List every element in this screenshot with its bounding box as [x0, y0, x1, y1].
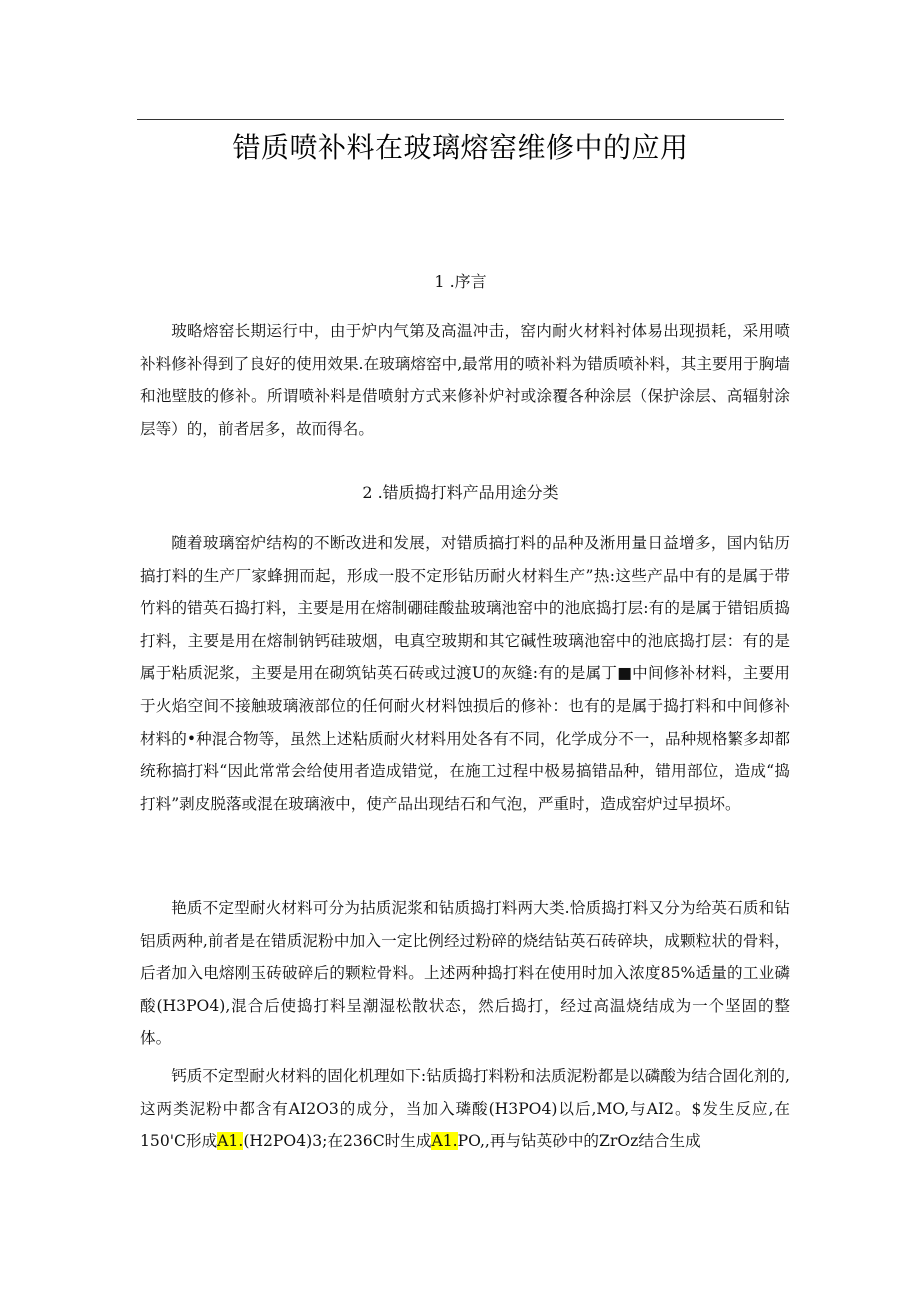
section-heading-preface: 1 .序言 — [434, 272, 487, 291]
mechanism-text-1: 钙质不定型耐火材料的固化机理如下:钻质捣打料粉和法质泥粉都是以磷酸为结合固化剂的,这两类泥粉中都含有AI2O3的成分，当加入璘酸(H3PO4)以后,MO,与AI2。$发生反应,在150'C形成 — [140, 1066, 790, 1151]
section-classification-body-2 — [140, 892, 790, 1158]
document-title: 错质喷补料在玻璃熔窑维修中的应用 — [232, 131, 689, 164]
section-preface-body — [140, 315, 790, 445]
paragraph: 玻略熔窑长期运行中，由于炉内气第及高温冲击，窑内耐火材料衬体易出现损耗，采用喷补料修补得到了良好的使用效果.在玻璃熔窑中,最常用的喷补料为错质喷补料，其主要用于胸墙和池壁肢的修补。所谓喷补料是借喷射方式来修补炉衬或涂覆各种涂层（保护涂层、高辐射涂层等）的，前者居多，故而得名。 — [140, 322, 790, 438]
header-rule — [137, 119, 784, 120]
mechanism-text-3: PO,,再与钻英砂中的ZrOz结合生成 — [457, 1132, 701, 1151]
section-classification-body — [140, 527, 790, 820]
highlighted-text: A1. — [431, 1132, 458, 1151]
paragraph: 艳质不定型耐火材料可分为拈质泥浆和钻质捣打料两大类.恰质捣打料又分为给英石质和钻铝质两种,前者是在错质泥粉中加入一定比例经过粉碎的烧结钻英石砖碎块，成颗粒状的骨料，后者加入电熔刚玉砖破碎后的颗粒骨料。上述两种捣打料在使用时加入浓度85%适量的工业磷酸(H3PO4),混合后使捣打料呈潮湿松散状态，然后捣打，经过高温烧结成为一个坚固的整体。 — [140, 899, 790, 1048]
paragraph-mechanism — [140, 1060, 790, 1158]
highlighted-text: A1. — [217, 1132, 244, 1151]
paragraph: 随着玻璃窑炉结构的不断改进和发展，对错质搞打料的品种及淅用量日益增多，国内钻历搞打料的生产厂家蜂拥而起，形成一股不定形钻历耐火材料生产”热:这些产品中有的是属于带竹料的错英石捣打料，主要是用在熔制硼硅酸盐玻璃池窑中的池底捣打层:有的是属于错铝质捣打料，主要是用在熔制钠钙硅玻烟，电真空玻期和其它碱性玻璃池窑中的池底捣打层：有的是属于粘质泥浆，主要是用在砌筑钻英石砖或过渡U的灰缝:有的是属丁■中间修补材料，主要用于火焰空间不接触玻璃液部位的任何耐火材料蚀损后的修补：也有的是属于捣打料和中间修补材料的•种混合物等，虽然上述粘质耐火材料用处各有不同，化学成分不一，品种规格繁多却都统称搞打料“因此常常会给使用者造成错觉，在施工过程中极易搞错品种，错用部位，造成“捣打料”剥皮脱落或混在玻璃液中，使产品出现结石和气泡，严重时，造成窑炉过早损坏。 — [140, 534, 790, 813]
section-heading-classification: 2 .错质捣打料产品用途分类 — [362, 483, 559, 502]
mechanism-text-2: (H2PO4)3;在236C时生成 — [243, 1132, 432, 1151]
